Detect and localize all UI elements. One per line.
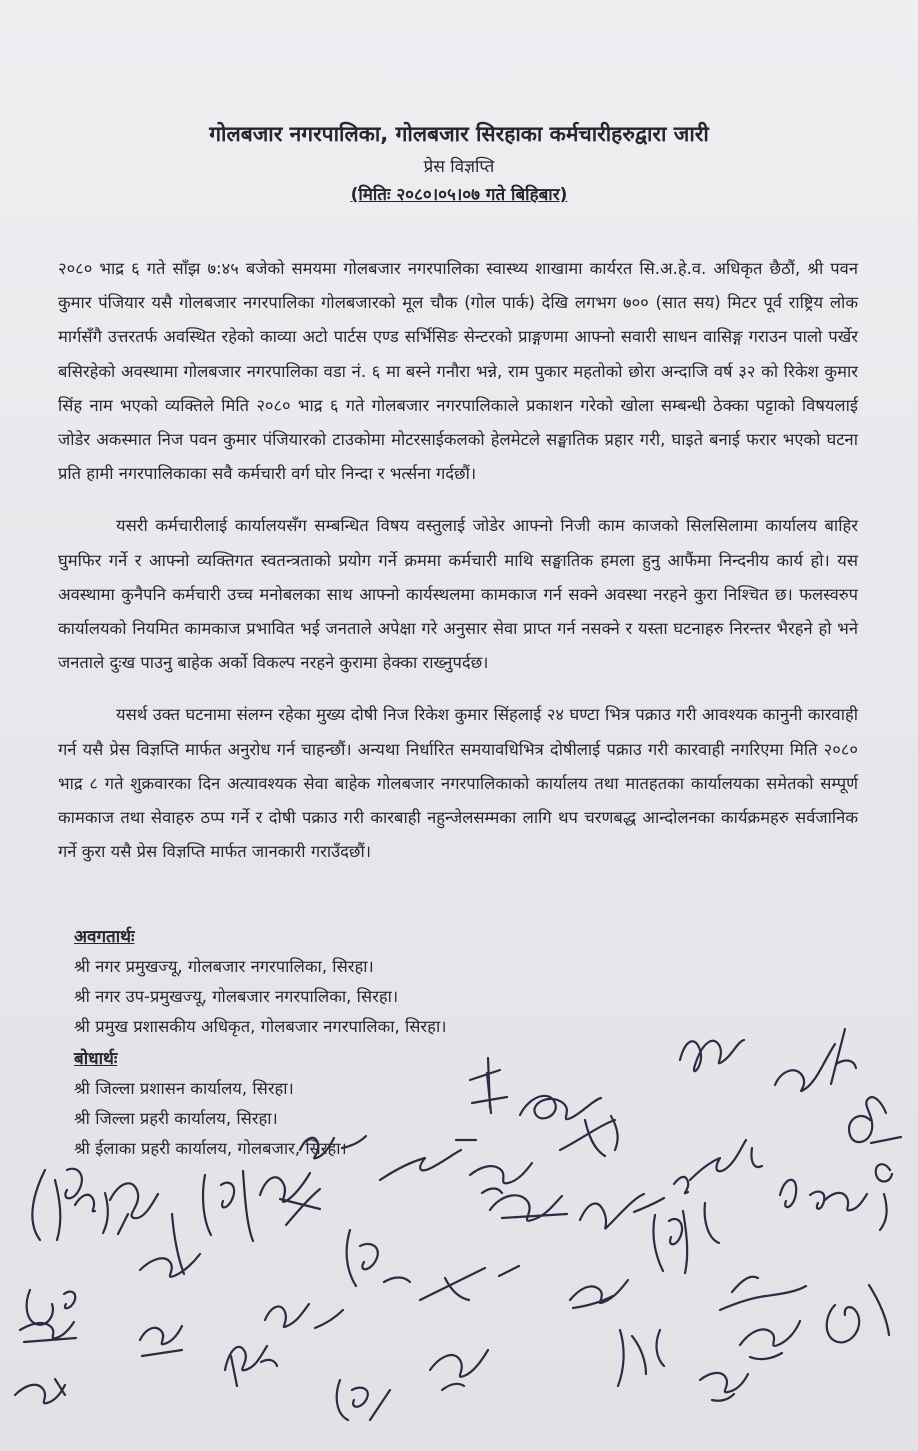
signature [580, 1177, 688, 1229]
signature [430, 1350, 488, 1390]
signature [849, 1097, 901, 1143]
signature [570, 1280, 628, 1308]
signature [380, 1140, 476, 1180]
signature [260, 1173, 320, 1225]
paragraph-incident: २०८० भाद्र ६ गते साँझ ७:४५ बजेको समयमा गोलबजार नगरपालिका स्वास्थ्य शाखामा कार्यरत सि.अ.हे.व. अधिकृत छैठौं, श्री पवन कुमार पंजियार यसै गोलबजार नगरपालिका गोलबजारको मूल चौक (गोल पार्क) देखि लगभग ७०० (सात सय) मिटर पूर्व राष्ट्रिय लोक मार्गसँगै उत्तरतर्फ अवस्थित रहेको काव्या अटो पार्टस एण्ड सर्भिसिङ सेन्टरको प्राङ्गणमा आफ्नो सवारी साधन वासिङ्ग गराउन पालो पर्खेर बसिरहेको अवस्थामा गोलबजार नगरपालिका वडा नं. ६ मा बस्ने गनौरा भन्ने, राम पुकार महतोको छोरा अन्दाजि वर्ष ३२ को रिकेश कुमार सिंह नाम भएको व्यक्तिले मिति २०८० भाद्र ६ गते गोलबजार नगरपालिकाले प्रकाशन गरेको खोला सम्बन्धी ठेक्का पट्टाको विषयलाई जोडेर अकस्मात निज पवन कुमार पंजियारको टाउकोमा मोटरसाईकलको हेलमेटले सङ्घातिक प्रहार गरी, घाइते बनाई फरार भएको घटना प्रति हामी नगरपालिकाका सवै कर्मचारी वर्ग घोर निन्दा र भर्त्सना गर्दछौं। [58, 259, 858, 484]
signature [680, 1040, 744, 1071]
signature [490, 1195, 567, 1220]
list-item: श्री नगर उप-प्रमुखज्यू, गोलबजार नगरपालिका, सिरहा। [74, 987, 399, 1006]
signature [618, 1330, 664, 1386]
signature [825, 1193, 867, 1210]
list-item: श्री प्रमुख प्रशासकीय अधिकृत, गोलबजार नगरपालिका, सिरहा। [74, 1017, 447, 1036]
signature [560, 1116, 618, 1156]
document-body [58, 252, 858, 887]
signature [720, 1277, 806, 1310]
for-information-heading: अवगतार्थः [74, 927, 135, 947]
signature [225, 1346, 277, 1386]
signature [27, 1290, 76, 1325]
document-title: गोलबजार नगरपालिका, गोलबजार सिरहाका कर्मचारीहरुद्वारा जारी [209, 122, 709, 146]
signature [653, 1203, 719, 1273]
signature [140, 1326, 182, 1356]
for-knowledge-heading: बोधार्थः [74, 1049, 118, 1069]
employee-signatures [0, 1000, 918, 1451]
signature [520, 1096, 601, 1119]
signature [775, 1029, 856, 1091]
list-item: श्री जिल्ला प्रहरी कार्यालय, सिरहा। [74, 1109, 278, 1128]
signature [140, 1214, 200, 1277]
signature-group [15, 1029, 901, 1420]
paragraph-condemnation: यसरी कर्मचारीलाई कार्यालयसँग सम्बन्धित विषय वस्तुलाई जोडेर आफ्नो निजी काम काजको सिलसिलामा कार्यालय बाहिर घुमफिर गर्ने र आफ्नो व्यक्तिगत स्वतन्त्रताको प्रयोग गर्ने क्रममा कर्मचारी माथि सङ्घातिक हमला हुनु आफैंमा निन्दनीय कार्य हो। यस अवस्थामा कुनैपनि कर्मचारी उच्च मनोबलका साथ आफ्नो कार्यस्थलमा कामकाज गर्न सक्ने अवस्था नरहने कुरा निश्चित छ। फलस्वरुप कार्यालयको नियमित कामकाज प्रभावित भई जनताले अपेक्षा गरे अनुसार सेवा प्राप्त गर्न नसक्ने र यस्ता घटनाहरु निरन्तर भैरहने हो भने जनताले दुःख पाउनु बाहेक अर्को विकल्प नरहने कुरामा हेक्का राख्नुपर्दछ। [58, 516, 858, 673]
paragraph-demand: यसर्थ उक्त घटनामा संलग्न रहेका मुख्य दोषी निज रिकेश कुमार सिंहलाई २४ घण्टा भित्र पक्राउ गरी आवश्यक कानुनी कारवाही गर्न यसै प्रेस विज्ञप्ति मार्फत अनुरोध गर्न चाहन्छौं। अन्यथा निर्धारित समयावधिभित्र दोषीलाई पक्राउ गरी कारवाही नगरिएमा मिति २०८० भाद्र ८ गते शुक्रवारका दिन अत्यावश्यक सेवा बाहेक गोलबजार नगरपालिकाको कार्यालय तथा मातहतका कार्यालयका समेतको सम्पूर्ण कामकाज तथा सेवाहरु ठप्प गर्ने र दोषी पक्राउ गरी कारबाही नहुन्जेलसम्मका लागि थप चरणबद्ध आन्दोलनका कार्यक्रमहरु सर्वजानिक गर्ने कुरा यसै प्रेस विज्ञप्ति मार्फत जानकारी गराउँदछौं। [58, 705, 858, 862]
list-item: श्री जिल्ला प्रशासन कार्यालय, सिरहा। [74, 1079, 294, 1098]
signature [265, 1304, 343, 1328]
document-date: (मितिः २०८०।०५।०७ गते बिहिबार) [350, 185, 568, 205]
signature [700, 1373, 748, 1401]
signature [15, 1379, 65, 1403]
list-item: श्री नगर प्रमुखज्यू, गोलबजार नगरपालिका, सिरहा। [74, 957, 374, 976]
signature [20, 1322, 76, 1342]
signature [740, 1321, 800, 1359]
signature [110, 1183, 158, 1234]
signature [203, 1171, 253, 1241]
signature [347, 1230, 410, 1286]
document-subtitle: प्रेस विज्ञप्ति [423, 157, 495, 177]
signature [300, 1136, 366, 1158]
list-item: श्री ईलाका प्रहरी कार्यालय, गोलबजार, सिरहा। [74, 1139, 347, 1158]
signature [827, 1285, 889, 1342]
signature [420, 1266, 519, 1300]
signature [690, 1140, 762, 1180]
signature [75, 1193, 108, 1233]
signature [470, 1163, 532, 1193]
signature [876, 1164, 892, 1230]
signature [337, 1380, 390, 1420]
signature [470, 1058, 507, 1113]
document-header [0, 118, 918, 208]
signature [780, 1180, 824, 1209]
